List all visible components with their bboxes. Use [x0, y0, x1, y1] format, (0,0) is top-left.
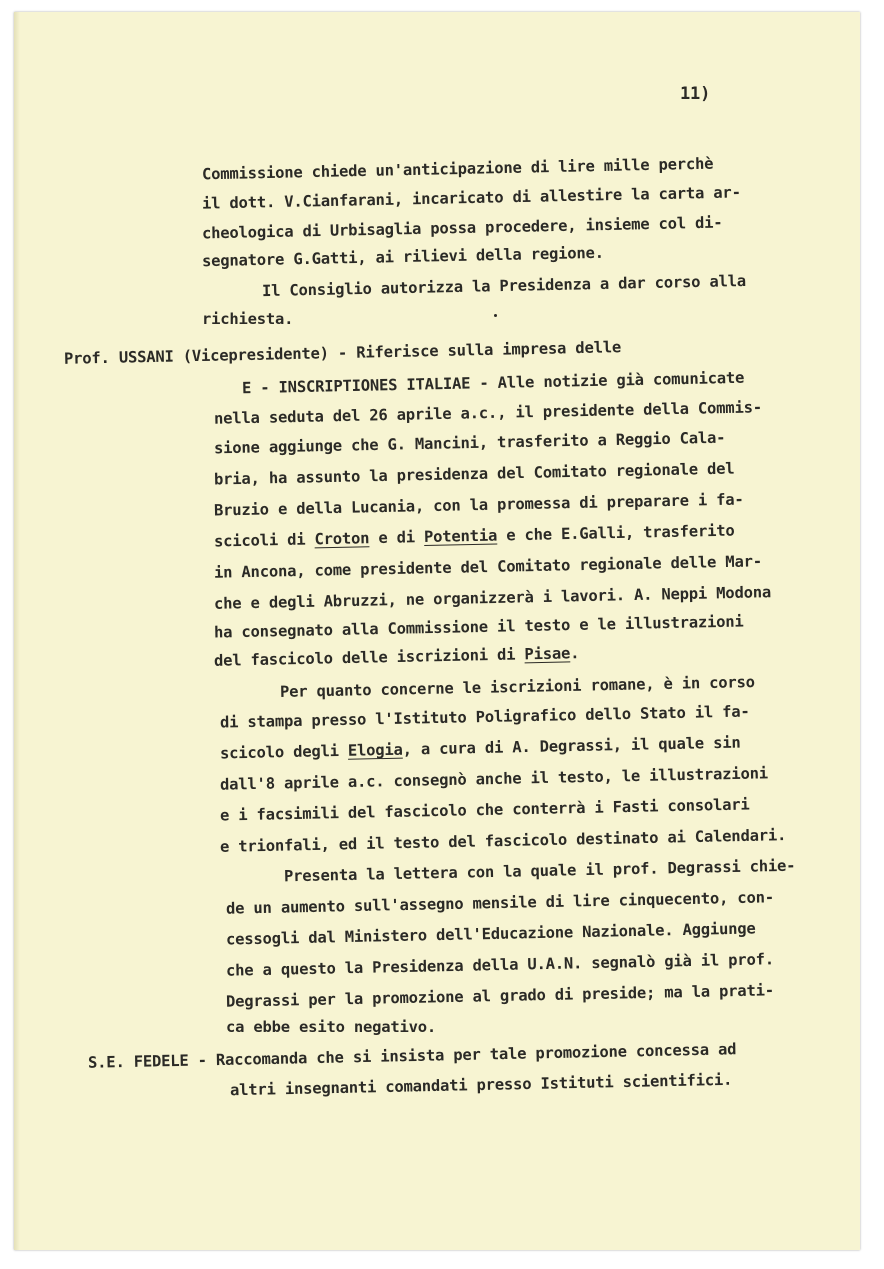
text-line-29: ca ebbe esito negativo. — [226, 1018, 437, 1036]
text-segment: e che E.Galli, trasferito — [496, 521, 735, 545]
text-line-20 — [220, 732, 741, 765]
text-line-12: Bruzio e della Lucania, con la promessa di preparare i fa- — [213, 490, 744, 520]
text-line-18: Per quanto concerne le iscrizioni romane, è in corso — [279, 673, 755, 701]
underlined-word-pisae: Pisae — [524, 644, 571, 664]
text-segment: e di — [369, 528, 425, 548]
text-line-2: il dott. V.Cianfarani, incaricato di allestire la carta ar- — [201, 183, 741, 213]
text-line-22: e i facsimili del fascicolo che conterrà i Fasti consolari — [219, 795, 750, 825]
text-line-21: dall'8 aprile a.c. consegnò anche il testo, le illustrazioni — [219, 764, 769, 794]
text-line-30: S.E. FEDELE - Raccomanda che si insista per tale promozione concessa ad — [87, 1040, 737, 1072]
text-line-14: in Ancona, come presidente del Comitato regionale delle Mar- — [213, 552, 763, 582]
text-line-23: e trionfali, ed il testo del fascicolo destinato ai Calendari. — [219, 826, 787, 856]
text-segment: , a cura di A. Degrassi, il quale sin — [402, 733, 741, 759]
text-line-31: altri insegnanti comandati presso Istituti scientifici. — [229, 1070, 733, 1100]
text-line-8: E - INSCRIPTIONES ITALIAE - Alle notizie già comunicate — [241, 368, 745, 398]
document-page — [14, 12, 860, 1250]
text-line-1: Commissione chiede un'anticipazione di lire mille perchè — [201, 154, 714, 184]
text-segment: scicolo degli — [219, 741, 349, 763]
text-line-7: Prof. USSANI (Vicepresidente) - Riferisce sulla impresa delle — [63, 338, 622, 368]
text-line-4: segnatore G.Gatti, ai rilievi della regione. — [201, 243, 604, 271]
text-line-11: bria, ha assunto la presidenza del Comitato regionale del — [213, 459, 735, 489]
text-line-27: che a questo la Presidenza della U.A.N. segnalò già il prof. — [225, 950, 775, 980]
text-line-28: Degrassi per la promozione al grado di preside; ma la prati- — [225, 981, 775, 1011]
ink-dot — [494, 314, 497, 317]
text-line-16: ha consegnato alla Commissione il testo e le illustrazioni — [213, 612, 744, 642]
text-line-26: cessogli dal Ministero dell'Educazione Nazionale. Aggiunge — [225, 919, 756, 949]
text-line-13 — [214, 520, 735, 553]
text-segment: del fascicolo delle iscrizioni di — [213, 645, 525, 670]
text-segment: scicoli di — [213, 530, 315, 551]
text-segment: . — [569, 644, 580, 663]
paper-edge — [14, 12, 20, 1250]
text-line-24: Presenta la lettera con la quale il prof. Degrassi chie- — [283, 856, 796, 886]
page-number: 11) — [680, 84, 711, 104]
underlined-word-elogia: Elogia — [347, 740, 403, 760]
text-line-10: sione aggiunge che G. Mancini, trasferito a Reggio Cala- — [213, 428, 726, 458]
text-line-15: che e degli Abruzzi, ne organizzerà i lavori. A. Neppi Modona — [213, 583, 772, 613]
text-line-5: Il Consiglio autorizza la Presidenza a dar corso alla — [261, 271, 747, 301]
text-line-17 — [214, 642, 580, 672]
text-line-3: cheologica di Urbisaglia possa procedere, insieme col di- — [201, 213, 723, 243]
underlined-word-potentia: Potentia — [423, 526, 498, 547]
underlined-word-croton: Croton — [314, 529, 370, 549]
text-line-9: nella seduta del 26 aprile a.c., il presidente della Commis- — [213, 398, 763, 428]
text-line-6: richiesta. — [202, 310, 294, 328]
text-line-25: de un aumento sull'assegno mensile di lire cinquecento, con- — [225, 888, 775, 918]
text-line-19: di stampa presso l'Istituto Poligrafico dello Stato il fa- — [219, 702, 750, 732]
